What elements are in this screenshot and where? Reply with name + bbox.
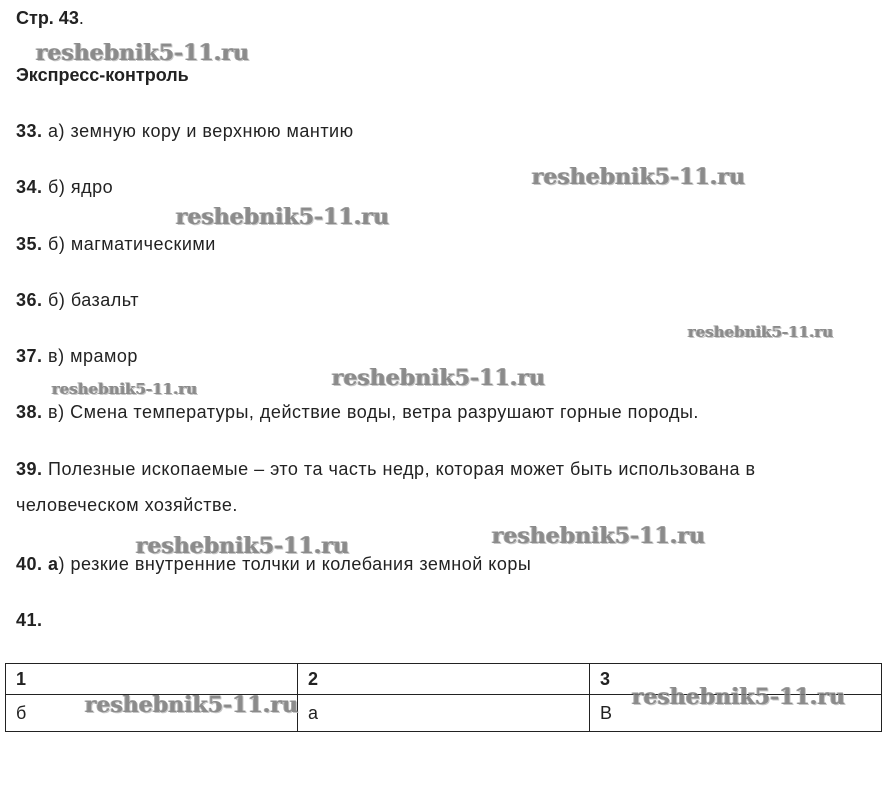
- answer-38: [16, 402, 699, 423]
- table-header-row: [6, 664, 882, 695]
- page-number: Стр. 43: [16, 8, 79, 28]
- answer-text: б) базальт: [42, 290, 140, 310]
- watermark: reshebnik5-11.ru: [85, 692, 299, 718]
- answer-text: ) резкие внутренние толчки и колебания земной коры: [58, 554, 532, 574]
- table-header-cell: 1: [6, 664, 298, 695]
- answer-letter: а: [42, 554, 59, 574]
- table-cell: а: [298, 695, 590, 732]
- answer-number: 41.: [16, 610, 43, 630]
- answer-text: Полезные ископаемые – это та часть недр, которая может быть использована в человеческом хозяйстве.: [16, 459, 756, 515]
- page-number-dot: .: [78, 8, 84, 28]
- answer-text: б) магматическими: [42, 234, 216, 254]
- answer-36: [16, 290, 139, 311]
- answer-35: [16, 234, 216, 255]
- watermark: reshebnik5-11.ru: [632, 684, 846, 710]
- answer-39: [16, 451, 876, 523]
- page-header: [16, 8, 84, 29]
- answer-text: в) Смена температуры, действие воды, ветра разрушают горные породы.: [42, 402, 699, 422]
- watermark: reshebnik5-11.ru: [36, 40, 250, 66]
- watermark: reshebnik5-11.ru: [492, 523, 706, 549]
- answer-number: 39.: [16, 459, 43, 479]
- watermark: reshebnik5-11.ru: [332, 365, 546, 391]
- answer-40: [16, 554, 531, 575]
- table-header-cell: 2: [298, 664, 590, 695]
- answer-41: [16, 610, 43, 631]
- table-row: [6, 695, 882, 732]
- table-header-cell: 3: [590, 664, 882, 695]
- answer-number: 35.: [16, 234, 43, 254]
- table-cell: б: [6, 695, 298, 732]
- table-cell: В: [590, 695, 882, 732]
- watermark: reshebnik5-11.ru: [532, 164, 746, 190]
- answer-number: 40.: [16, 554, 43, 574]
- answer-text: б) ядро: [42, 177, 114, 197]
- answer-number: 38.: [16, 402, 43, 422]
- answer-33: [16, 121, 354, 142]
- watermark: reshebnik5-11.ru: [176, 204, 390, 230]
- answer-text: а) земную кору и верхнюю мантию: [42, 121, 354, 141]
- watermark: reshebnik5-11.ru: [688, 323, 834, 341]
- answer-number: 37.: [16, 346, 43, 366]
- answer-34: [16, 177, 113, 198]
- answer-number: 36.: [16, 290, 43, 310]
- answer-text: в) мрамор: [42, 346, 138, 366]
- answer-number: 33.: [16, 121, 43, 141]
- answer-table: [5, 663, 882, 732]
- answer-37: [16, 346, 138, 367]
- watermark: reshebnik5-11.ru: [136, 533, 350, 559]
- section-title: Экспресс-контроль: [16, 65, 189, 85]
- watermark: reshebnik5-11.ru: [52, 380, 198, 398]
- answer-number: 34.: [16, 177, 43, 197]
